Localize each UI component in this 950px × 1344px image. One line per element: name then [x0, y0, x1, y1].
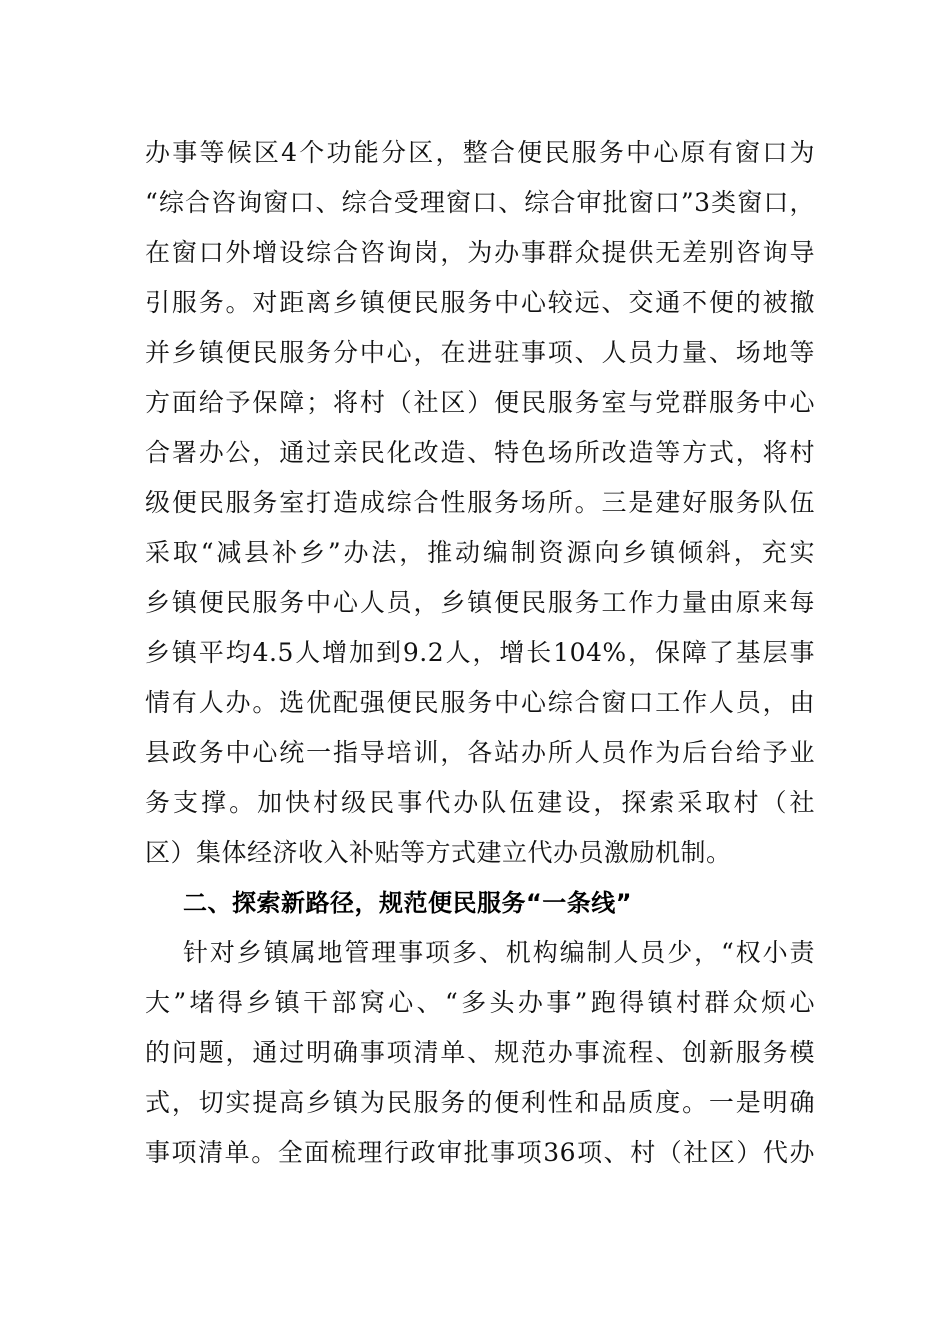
paragraph-line: 采取“减县补乡”办法，推动编制资源向乡镇倾斜，充实 [145, 538, 815, 567]
paragraph-line: 的问题，通过明确事项清单、规范办事流程、创新服务模 [145, 1038, 815, 1067]
paragraph-line: 乡镇平均4.5人增加到9.2人，增长104%，保障了基层事 [145, 638, 815, 667]
paragraph-line-last: 区）集体经济收入补贴等方式建立代办员激励机制。 [145, 838, 732, 867]
paragraph-line: 县政务中心统一指导培训，各站办所人员作为后台给予业 [145, 738, 815, 767]
paragraph-line: 事项清单。全面梳理行政审批事项36项、村（社区）代办 [145, 1138, 815, 1167]
paragraph-line: 务支撑。加快村级民事代办队伍建设，探索采取村（社 [145, 788, 815, 817]
paragraph-line: 在窗口外增设综合咨询岗，为办事群众提供无差别咨询导 [145, 238, 815, 267]
section-heading: 二、探索新路径，规范便民服务“一条线” [183, 889, 633, 917]
paragraph-line: 式，切实提高乡镇为民服务的便利性和品质度。一是明确 [145, 1088, 815, 1117]
paragraph-line: 情有人办。选优配强便民服务中心综合窗口工作人员，由 [145, 688, 815, 717]
paragraph-line: 大”堵得乡镇干部窝心、“多头办事”跑得镇村群众烦心 [145, 988, 815, 1017]
paragraph-line: 引服务。对距离乡镇便民服务中心较远、交通不便的被撤 [145, 288, 815, 317]
paragraph-line-first: 针对乡镇属地管理事项多、机构编制人员少，“权小责 [183, 938, 815, 967]
paragraph-line: 并乡镇便民服务分中心，在进驻事项、人员力量、场地等 [145, 338, 815, 367]
paragraph-line: “综合咨询窗口、综合受理窗口、综合审批窗口”3类窗口， [145, 188, 815, 217]
paragraph-line: 合署办公，通过亲民化改造、特色场所改造等方式，将村 [145, 438, 815, 467]
paragraph-line: 级便民服务室打造成综合性服务场所。三是建好服务队伍 [145, 488, 815, 517]
paragraph-line: 方面给予保障；将村（社区）便民服务室与党群服务中心 [145, 388, 815, 417]
paragraph-line: 办事等候区4个功能分区，整合便民服务中心原有窗口为 [145, 138, 815, 167]
paragraph-line: 乡镇便民服务中心人员，乡镇便民服务工作力量由原来每 [145, 588, 815, 617]
